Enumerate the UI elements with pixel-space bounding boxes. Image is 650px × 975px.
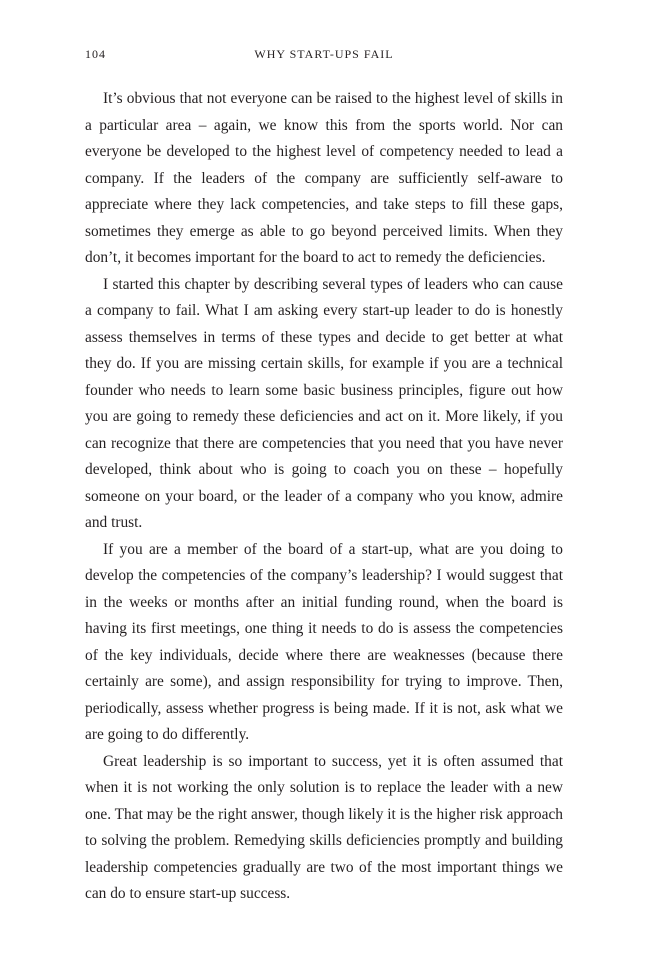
body-text	[85, 86, 563, 908]
paragraph: I started this chapter by describing several types of leaders who can cause a company to fail. What I am asking every start-up leader to do is honestly assess themselves in terms of these types and decide to get better at what they do. If you are missing certain skills, for example if you are a technical founder who needs to learn some basic business principles, figure out how you are going to remedy these deficiencies and act on it. More likely, if you can recognize that there are competencies that you need that you have never developed, think about who is going to coach you on these – hopefully someone on your board, or the leader of a company who you know, admire and trust.	[85, 275, 563, 531]
paragraph: Great leadership is so important to success, yet it is often assumed that when it is not working the only solution is to replace the leader with a new one. That may be the right answer, though likely it is the higher risk approach to solving the problem. Remedying skills deficiencies promptly and building leadership competencies gradually are two of the most important things we can do to ensure start-up success.	[85, 752, 563, 902]
page-number: 104	[85, 47, 106, 61]
paragraph: If you are a member of the board of a start-up, what are you doing to develop the competencies of the company’s leadership? I would suggest that in the weeks or months after an initial funding round, when the board is having its first meetings, one thing it needs to do is assess the competencies of the key individuals, decide where there are weaknesses (because there certainly are some), and assign responsibility for trying to improve. Then, periodically, assess whether progress is being made. If it is not, ask what we are going to do differently.	[85, 540, 563, 743]
running-title: WHY START-UPS FAIL	[254, 47, 394, 61]
paragraph: It’s obvious that not everyone can be raised to the highest level of skills in a particular area – again, we know this from the sports world. Nor can everyone be developed to the highest level of competency needed to lead a company. If the leaders of the company are sufficiently self-aware to appreciate where they lack competencies, and take steps to fill these gaps, sometimes they emerge as able to go beyond perceived limits. When they don’t, it becomes important for the board to act to remedy the deficiencies.	[85, 90, 563, 266]
running-header	[85, 44, 563, 64]
